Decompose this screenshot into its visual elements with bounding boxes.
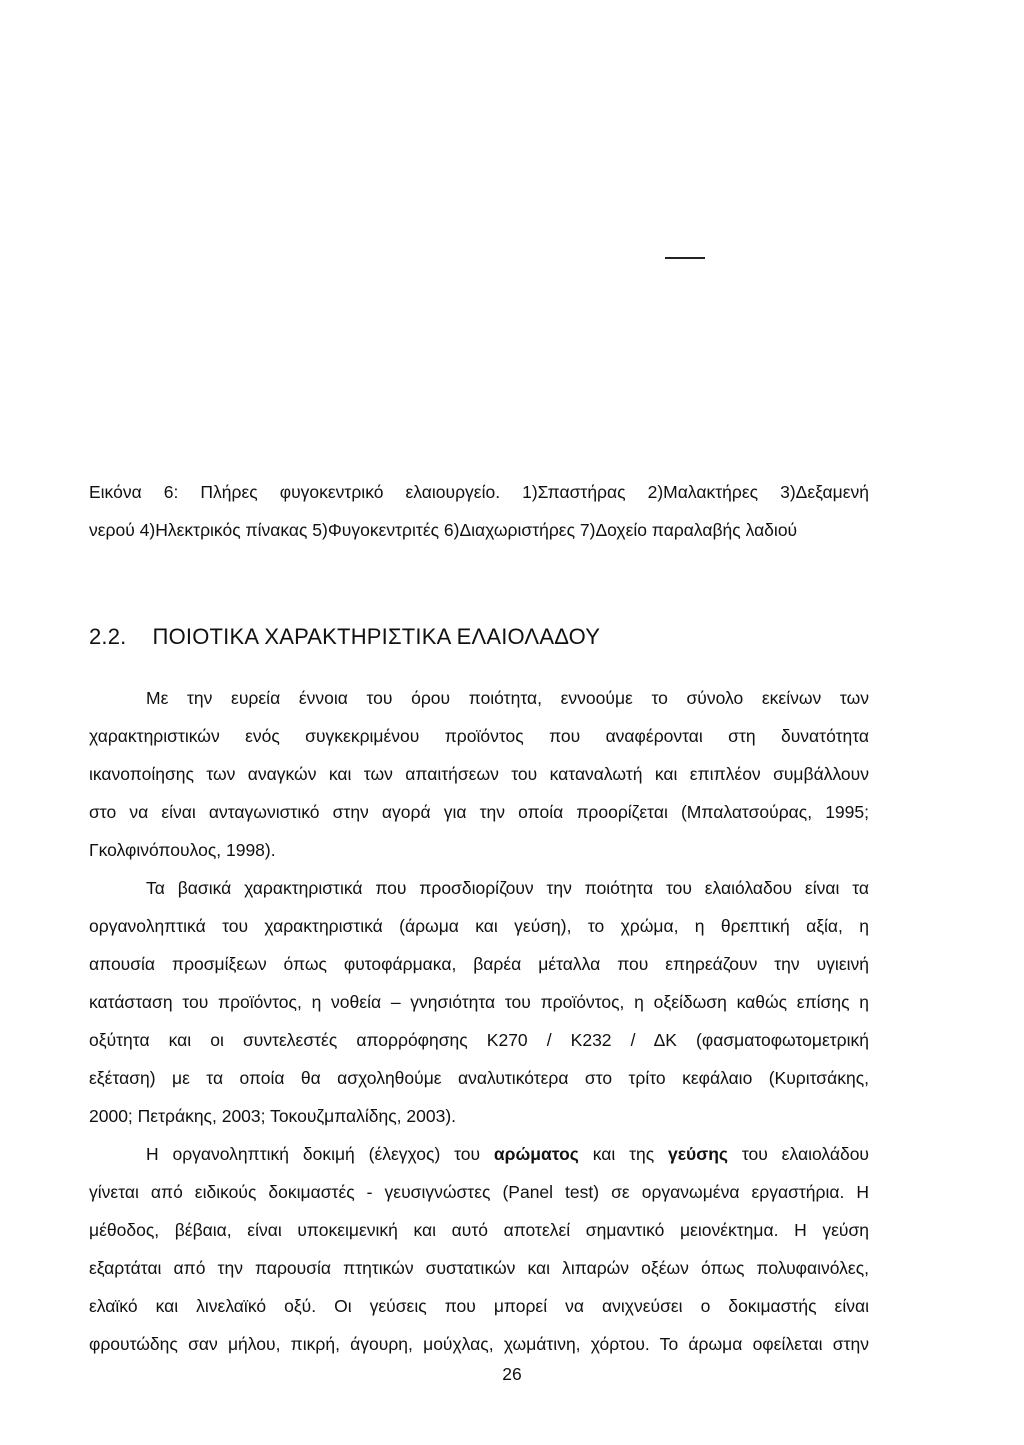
bold-term-aroma: αρώματος	[493, 1144, 579, 1164]
section-heading	[89, 624, 600, 650]
paragraph-2-line-6: εξέταση) με τα οποία θα ασχοληθούμε αναλυτικότερα στο τρίτο κεφάλαιο (Κυριτσάκης,	[89, 1068, 869, 1088]
figure-caption-line-2: νερού 4)Ηλεκτρικός πίνακας 5)Φυγοκεντριτές 6)Διαχωριστήρες 7)Δοχείο παραλαβής λαδιού	[89, 520, 798, 540]
paragraph-2-line-2: οργανοληπτικά του χαρακτηριστικά (άρωμα και γεύση), το χρώμα, η θρεπτική αξία, η	[89, 916, 869, 936]
paragraph-1-line-2: χαρακτηριστικών ενός συγκεκριμένου προϊόντος που αναφέρονται στη δυνατότητα	[89, 726, 869, 746]
paragraph-3-line-2: γίνεται από ειδικούς δοκιμαστές - γευσιγνώστες (Panel test) σε οργανωμένα εργαστήρια. Η	[89, 1182, 869, 1202]
paragraph-3-line-4: εξαρτάται από την παρουσία πτητικών συστατικών και λιπαρών οξέων όπως πολυφαινόλες,	[89, 1258, 869, 1278]
paragraph-3-line-6: φρουτώδης σαν μήλου, πικρή, άγουρη, μούχλας, χωμάτινη, χόρτου. Το άρωμα οφείλεται στην	[89, 1334, 869, 1354]
paragraph-3-line-5: ελαϊκό και λινελαϊκό οξύ. Οι γεύσεις που μπορεί να ανιχνεύσει ο δοκιμαστής είναι	[89, 1296, 869, 1316]
paragraph-1-line-1: Με την ευρεία έννοια του όρου ποιότητα, εννοούμε το σύνολο εκείνων των	[146, 688, 869, 708]
paragraph-1-line-5: Γκολφινόπουλος, 1998).	[89, 840, 276, 860]
paragraph-3-line-3: μέθοδος, βέβαια, είναι υποκειμενική και αυτό αποτελεί σημαντικό μειονέκτημα. Η γεύση	[89, 1220, 869, 1240]
bold-term-taste: γεύσης	[668, 1144, 729, 1164]
paragraph-3-text: Η οργανοληπτική δοκιμή (έλεγχος) του	[146, 1144, 494, 1164]
paragraph-2-line-4: κατάσταση του προϊόντος, η νοθεία – γνησιότητα του προϊόντος, η οξείδωση καθώς επίσης η	[89, 992, 869, 1012]
paragraph-3-line-1	[146, 1143, 869, 1165]
paragraph-2-line-5: οξύτητα και οι συντελεστές απορρόφησης Κ270 / Κ232 / ΔΚ (φασματοφωτομετρική	[89, 1030, 869, 1050]
paragraph-3-text: και της	[578, 1144, 669, 1164]
paragraph-3-text: του ελαιολάδου	[728, 1144, 869, 1164]
section-number: 2.2.	[89, 624, 127, 649]
paragraph-1-line-3: ικανοποίησης των αναγκών και των απαιτήσεων του καταναλωτή και επιπλέον συμβάλλουν	[89, 764, 869, 784]
paragraph-2-line-1: Τα βασικά χαρακτηριστικά που προσδιορίζουν την ποιότητα του ελαιόλαδου είναι τα	[146, 878, 869, 898]
scan-mark	[665, 257, 705, 259]
paragraph-2-line-7: 2000; Πετράκης, 2003; Τοκουζμπαλίδης, 2003).	[89, 1106, 457, 1126]
paragraph-1-line-4: στο να είναι ανταγωνιστικό στην αγορά για την οποία προορίζεται (Μπαλατσούρας, 1995;	[89, 802, 869, 822]
page-number: 26	[502, 1364, 522, 1384]
section-title: ΠΟΙΟΤΙΚΑ ΧΑΡΑΚΤΗΡΙΣΤΙΚΑ ΕΛΑΙΟΛΑΔΟΥ	[152, 624, 601, 649]
figure-caption-line-1: Εικόνα 6: Πλήρες φυγοκεντρικό ελαιουργείο. 1)Σπαστήρας 2)Μαλακτήρες 3)Δεξαμενή	[89, 482, 869, 502]
paragraph-2-line-3: απουσία προσμίξεων όπως φυτοφάρμακα, βαρέα μέταλλα που επηρεάζουν την υγιεινή	[89, 954, 869, 974]
